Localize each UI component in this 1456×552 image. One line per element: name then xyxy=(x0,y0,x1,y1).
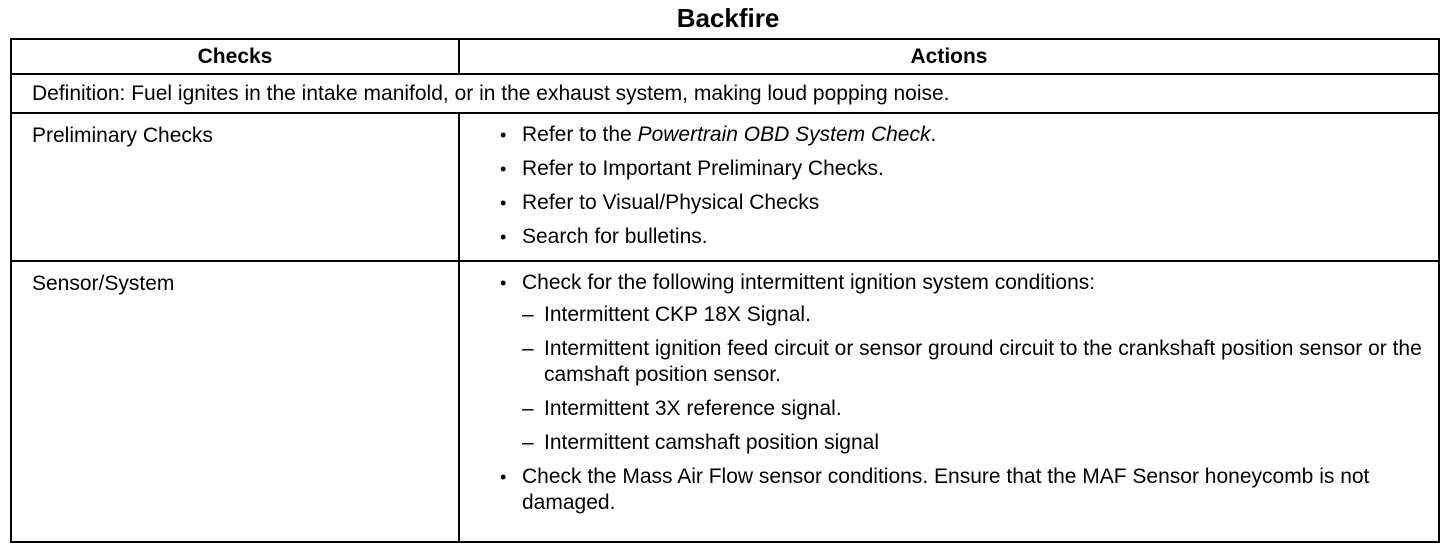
bullet-icon: • xyxy=(500,227,507,247)
action-text-suffix: . xyxy=(930,123,937,146)
bullet-icon: • xyxy=(500,159,507,179)
sub-list-item xyxy=(522,396,1438,422)
bullet-icon: • xyxy=(500,273,507,293)
sub-list xyxy=(522,302,1438,456)
action-text-prefix: Refer to the xyxy=(522,123,638,146)
sub-item-text: Intermittent camshaft position signal xyxy=(544,431,879,454)
check-label: Preliminary Checks xyxy=(11,113,459,261)
diagnostic-table xyxy=(10,38,1440,543)
list-item xyxy=(500,464,1438,516)
sub-item-text: Intermittent 3X reference signal. xyxy=(544,397,842,420)
actions-cell xyxy=(459,113,1439,261)
list-item xyxy=(500,122,1438,148)
action-text: Check for the following intermittent ignition system conditions: xyxy=(522,271,1096,294)
sub-list-item xyxy=(522,430,1438,456)
action-text: Refer to Important Preliminary Checks. xyxy=(522,157,884,180)
check-label: Sensor/System xyxy=(11,261,459,542)
action-text: Refer to Visual/Physical Checks xyxy=(522,191,820,214)
list-item xyxy=(500,224,1438,250)
list-item xyxy=(500,270,1438,456)
action-text: Search for bulletins. xyxy=(522,225,708,248)
header-checks: Checks xyxy=(11,39,459,74)
header-actions: Actions xyxy=(459,39,1439,74)
bullet-icon: • xyxy=(500,193,507,213)
dash-icon: – xyxy=(522,303,534,326)
header-row xyxy=(11,39,1439,74)
definition-row xyxy=(11,74,1439,113)
action-text: Check the Mass Air Flow sensor conditions. Ensure that the MAF Sensor honeycomb is not damaged. xyxy=(522,465,1370,514)
bullet-icon: • xyxy=(500,125,507,145)
definition-text: Definition: Fuel ignites in the intake manifold, or in the exhaust system, making loud popping noise. xyxy=(11,74,1439,113)
actions-cell xyxy=(459,261,1439,542)
table-row xyxy=(11,113,1439,261)
action-text-emphasis: Powertrain OBD System Check xyxy=(637,123,931,146)
table-row xyxy=(11,261,1439,542)
dash-icon: – xyxy=(522,337,534,360)
dash-icon: – xyxy=(522,431,534,454)
sub-list-item xyxy=(522,336,1438,388)
action-list xyxy=(500,122,1438,250)
list-item xyxy=(500,156,1438,182)
dash-icon: – xyxy=(522,397,534,420)
action-list xyxy=(500,270,1438,516)
list-item xyxy=(500,190,1438,216)
sub-list-item xyxy=(522,302,1438,328)
bullet-icon: • xyxy=(500,467,507,487)
sub-item-text: Intermittent CKP 18X Signal. xyxy=(544,303,811,326)
sub-item-text: Intermittent ignition feed circuit or sensor ground circuit to the crankshaft position sensor or the camshaft position sensor. xyxy=(544,337,1422,386)
page-title: Backfire xyxy=(676,3,780,33)
